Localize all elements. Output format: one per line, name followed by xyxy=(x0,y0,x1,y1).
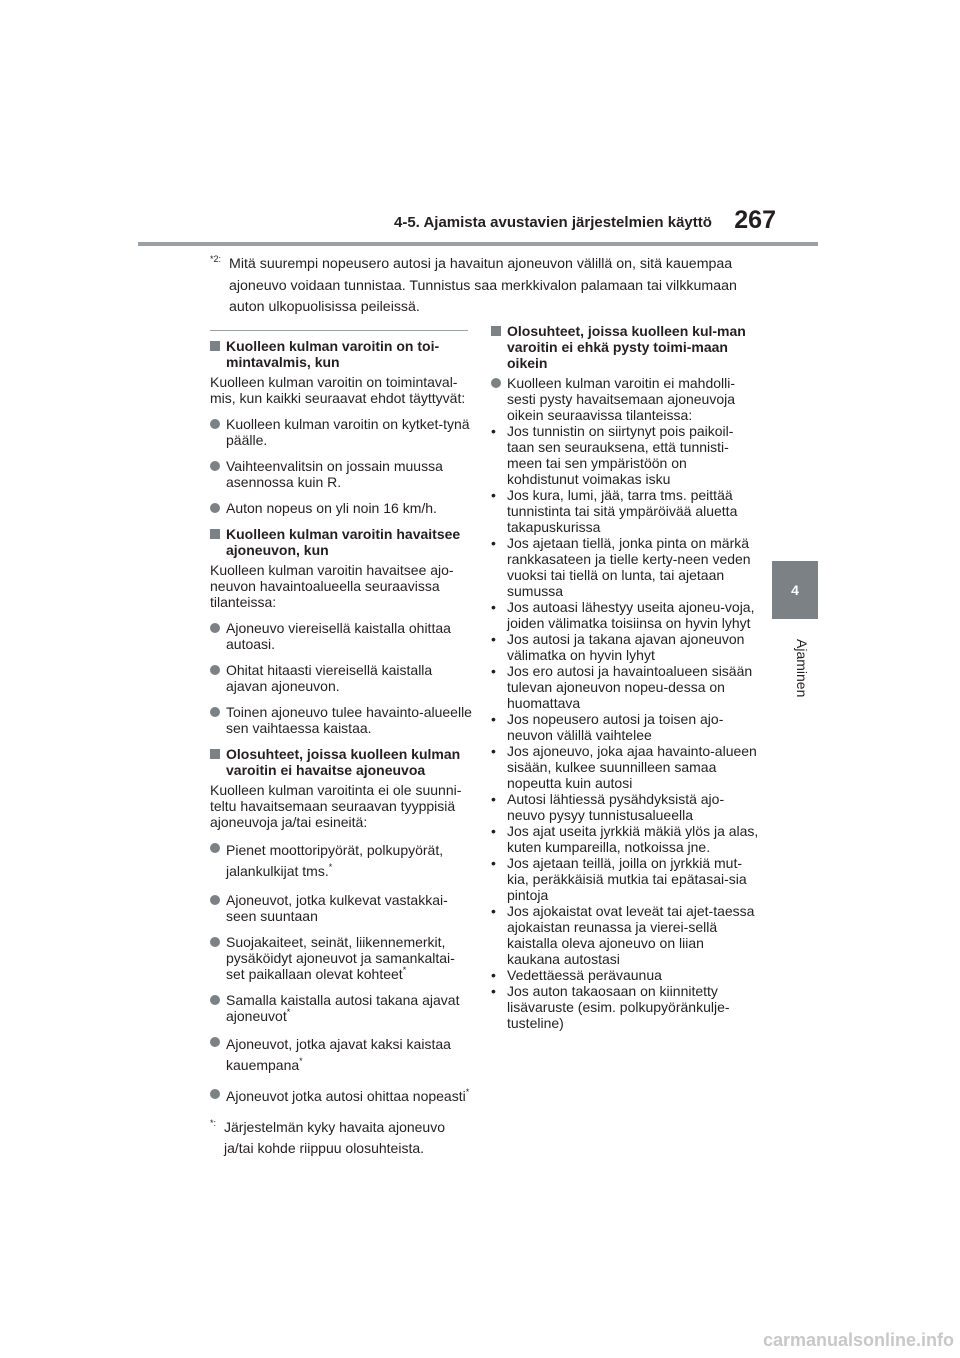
sub-list-item: • Jos ero autosi ja havaintoalueen sisään tulevan ajoneuvon nopeu-dessa on huomattava xyxy=(491,663,753,711)
list-item: Ajoneuvot jotka autosi ohittaa nopeasti* xyxy=(210,1086,472,1107)
sub-list-item: • Autosi lähtiessä pysähdyksistä ajo-neuvo pysyy tunnistusalueella xyxy=(491,791,725,823)
paragraph: Kuolleen kulman varoitin havaitsee ajo-neuvon havaintoalueella seuraavissa tilanteissa: xyxy=(210,562,454,610)
sub-list-item: • Vedettäessä perävaunua xyxy=(491,967,662,983)
section-title: 4-5. Ajamista avustavien järjestelmien käyttö xyxy=(394,214,712,231)
list-item: Vaihteenvalitsin on jossain muussa asennossa kuin R. xyxy=(210,458,472,490)
list-item: Pienet moottoripyörät, polkupyörät, jalankulkijat tms.* xyxy=(210,840,472,882)
footnote-marker: *2: xyxy=(210,254,222,264)
sub-list-item: • Jos ajat useita jyrkkiä mäkiä ylös ja alas, kuten kumpareilla, notkoissa jne. xyxy=(491,823,759,855)
square-bullet-icon xyxy=(210,749,220,759)
chapter-label-text: Ajaminen xyxy=(794,638,810,698)
list-item: Ohitat hitaasti viereisellä kaistalla ajavan ajoneuvon. xyxy=(210,662,472,694)
list-item: Suojakaiteet, seinät, liikennemerkit, pysäköidyt ajoneuvot ja samankaltai-set paikallaan olevat kohteet* xyxy=(210,934,472,982)
sub-list-item: • Jos autoasi lähestyy useita ajoneu-voja, joiden välimatka toisiinsa on hyvin lyhyt xyxy=(491,599,755,631)
paragraph: Kuolleen kulman varoitin on toimintaval-mis, kun kaikki seuraavat ehdot täyttyvät: xyxy=(210,374,466,406)
circle-bullet-icon xyxy=(210,461,220,471)
list-item: Ajoneuvo viereisellä kaistalla ohittaa autoasi. xyxy=(210,620,472,652)
right-column xyxy=(491,323,759,1031)
footnote-text: Mitä suurempi nopeusero autosi ja havaitun ajoneuvon välillä on, sitä kauempaa ajoneuvo voidaan tunnistaa. Tunnistus saa merkkivalon palamaan tai vilkkumaan auton ulkopuolisissa peileissä. xyxy=(229,256,737,315)
top-footnote xyxy=(210,254,770,319)
circle-bullet-icon xyxy=(210,503,220,513)
sub-list-item: • Jos ajokaistat ovat leveät tai ajet-taessa ajokaistan reunassa ja vierei-sellä kaistalla oleva ajoneuvo on liian kaukana autostasi xyxy=(491,903,755,967)
footnote: *: Järjestelmän kyky havaita ajoneuvo ja/tai kohde riippuu olosuhteista. xyxy=(210,1118,446,1156)
sub-list-item: • Jos ajetaan teillä, joilla on jyrkkiä mut-kia, peräkkäisiä mutkia tai epätasai-sia pintoja xyxy=(491,855,747,903)
list-item: Toinen ajoneuvo tulee havainto-alueelle sen vaihtaessa kaistaa. xyxy=(210,704,472,736)
circle-bullet-icon xyxy=(210,665,220,675)
list-item: Kuolleen kulman varoitin ei mahdolli-sesti pysty havaitsemaan ajoneuvoja oikein seuraavissa tilanteissa: xyxy=(491,375,759,423)
circle-bullet-icon xyxy=(210,1037,220,1047)
sub-list-item: • Jos auton takaosaan on kiinnitetty lisävaruste (esim. polkupyöränkulje-tusteline) xyxy=(491,983,730,1031)
sub-list-item: • Jos autosi ja takana ajavan ajoneuvon välimatka on hyvin lyhyt xyxy=(491,631,745,663)
circle-bullet-icon xyxy=(210,707,220,717)
sub-list-item: • Jos tunnistin on siirtynyt pois paikoil-taan sen seurauksena, että tunnisti-meen tai sen ympäristöön on kohdistunut voimakas isku xyxy=(491,423,734,487)
left-column xyxy=(210,338,472,1159)
square-bullet-icon xyxy=(210,341,220,351)
circle-bullet-icon xyxy=(491,378,501,388)
watermark: carmanualsonline.info xyxy=(762,1330,954,1350)
circle-bullet-icon xyxy=(210,843,220,853)
circle-bullet-icon xyxy=(210,895,220,905)
list-item: Ajoneuvot, jotka kulkevat vastakkai-seen suuntaan xyxy=(210,892,472,924)
section-heading: Olosuhteet, joissa kuolleen kulman varoitin ei havaitse ajoneuvoa xyxy=(210,746,472,778)
circle-bullet-icon xyxy=(210,419,220,429)
list-item: Auton nopeus on yli noin 16 km/h. xyxy=(210,500,472,516)
paragraph: Kuolleen kulman varoitinta ei ole suunni-teltu havaitsemaan seuraavan tyyppisiä ajoneuvoja ja/tai esineitä: xyxy=(210,782,462,830)
list-item: Samalla kaistalla autosi takana ajavat ajoneuvot* xyxy=(210,992,472,1024)
header-divider xyxy=(138,242,818,246)
column-divider xyxy=(210,330,468,331)
section-heading: Kuolleen kulman varoitin on toi-mintavalmis, kun xyxy=(210,338,472,370)
list-item: Ajoneuvot, jotka ajavat kaksi kaistaa kauempana* xyxy=(210,1034,472,1076)
section-heading: Olosuhteet, joissa kuolleen kul-man varoitin ei ehkä pysty toimi-maan oikein xyxy=(491,323,759,371)
circle-bullet-icon xyxy=(210,1089,220,1099)
square-bullet-icon xyxy=(210,529,220,539)
circle-bullet-icon xyxy=(210,623,220,633)
circle-bullet-icon xyxy=(210,995,220,1005)
sub-list-item: • Jos nopeusero autosi ja toisen ajo-neuvon välillä vaihtelee xyxy=(491,711,724,743)
list-item: Kuolleen kulman varoitin on kytket-tynä päälle. xyxy=(210,416,472,448)
chapter-tab[interactable]: 4 xyxy=(772,561,818,619)
chapter-label xyxy=(780,628,810,708)
square-bullet-icon xyxy=(491,326,501,336)
section-heading: Kuolleen kulman varoitin havaitsee ajoneuvon, kun xyxy=(210,526,472,558)
page-number: 267 xyxy=(734,206,776,234)
circle-bullet-icon xyxy=(210,937,220,947)
sub-list-item: • Jos ajoneuvo, joka ajaa havainto-alueen sisään, kulkee suunnilleen samaa nopeutta kuin autosi xyxy=(491,743,757,791)
sub-list-item: • Jos kura, lumi, jää, tarra tms. peittää tunnistinta tai sitä ympäröivää aluetta takapuskurissa xyxy=(491,487,738,535)
sub-list-item: • Jos ajetaan tiellä, jonka pinta on märkä rankkasateen ja tielle kerty-neen veden vuoksi tai tiellä on lunta, tai ajetaan sumussa xyxy=(491,535,751,599)
